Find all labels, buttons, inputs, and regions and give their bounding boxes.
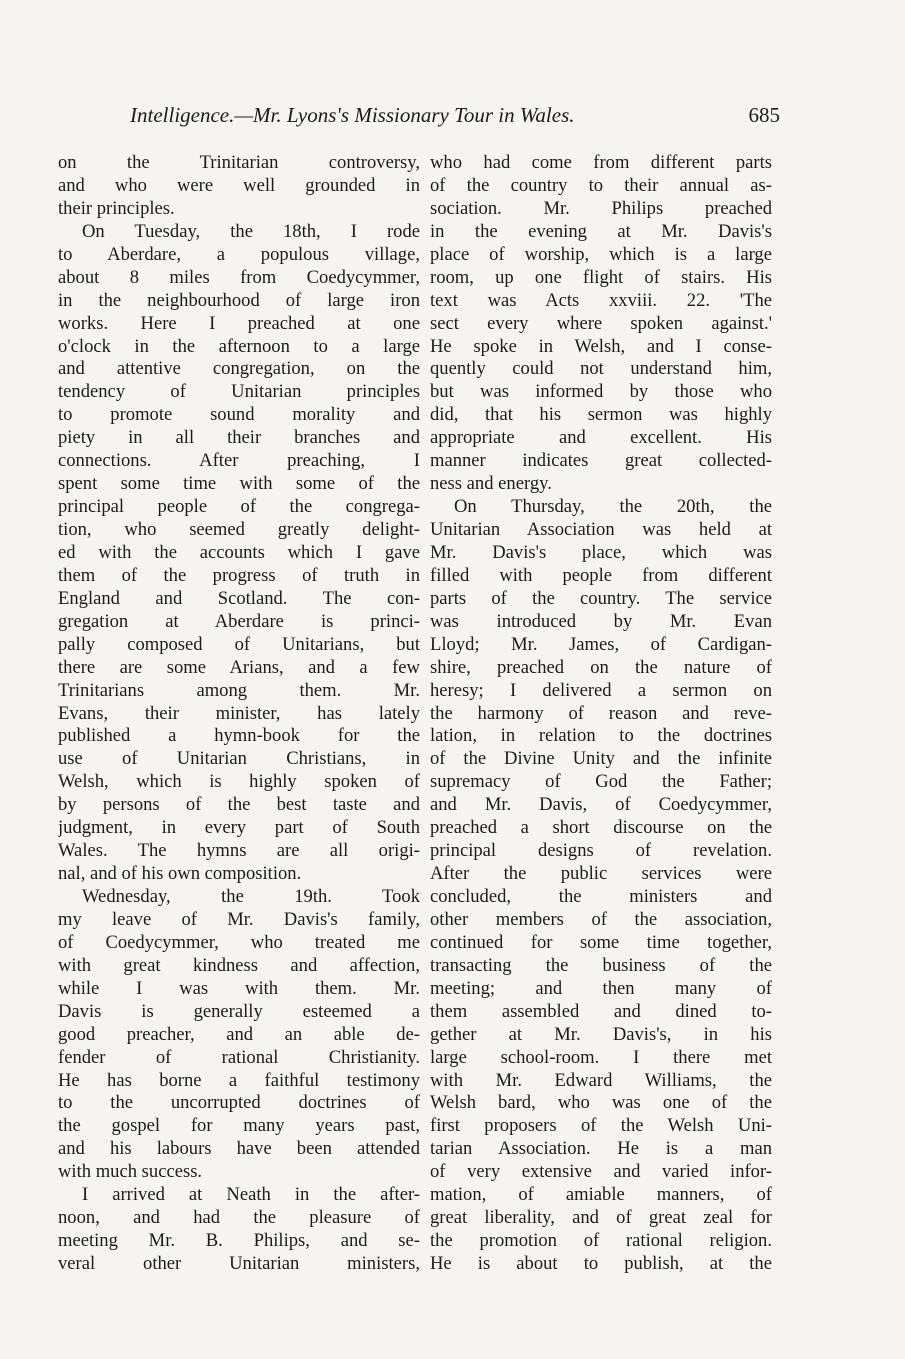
text-line: about 8 miles from Coedycymmer, bbox=[58, 266, 420, 288]
text-line: piety in all their branches and bbox=[58, 427, 420, 449]
text-line: works. Here I preached at one bbox=[58, 312, 420, 334]
text-line: them assembled and dined to- bbox=[430, 1000, 772, 1022]
text-line: in the evening at Mr. Davis's bbox=[430, 220, 772, 242]
text-line: judgment, in every part of South bbox=[58, 817, 420, 839]
text-line: sociation. Mr. Philips preached bbox=[430, 197, 772, 219]
text-line: Mr. Davis's place, which was bbox=[430, 541, 772, 563]
text-line: other members of the association, bbox=[430, 908, 772, 930]
text-line: I arrived at Neath in the after- bbox=[82, 1184, 420, 1206]
text-line: with much success. bbox=[58, 1161, 203, 1183]
text-line: the promotion of rational religion. bbox=[430, 1230, 772, 1252]
text-line: nal, and of his own composition. bbox=[58, 863, 302, 885]
text-line: and attentive congregation, on the bbox=[58, 358, 420, 380]
text-line: with great kindness and affection, bbox=[58, 954, 420, 976]
text-line: ed with the accounts which I gave bbox=[58, 541, 420, 563]
text-line: was introduced by Mr. Evan bbox=[430, 610, 772, 632]
text-line: text was Acts xxviii. 22. 'The bbox=[430, 289, 772, 311]
text-line: parts of the country. The service bbox=[430, 587, 772, 609]
text-line: fender of rational Christianity. bbox=[58, 1046, 420, 1068]
text-line: of the country to their annual as- bbox=[430, 174, 772, 196]
text-line: pally composed of Unitarians, but bbox=[58, 633, 420, 655]
running-header bbox=[80, 97, 780, 133]
text-line: to Aberdare, a populous village, bbox=[58, 243, 420, 265]
text-line: shire, preached on the nature of bbox=[430, 656, 772, 678]
text-line: veral other Unitarian ministers, bbox=[58, 1253, 420, 1274]
text-line: heresy; I delivered a sermon on bbox=[430, 679, 772, 701]
text-line: first proposers of the Welsh Uni- bbox=[430, 1115, 772, 1137]
text-line: England and Scotland. The con- bbox=[58, 587, 420, 609]
text-line: principal people of the congrega- bbox=[58, 496, 420, 518]
text-line: principal designs of revelation. bbox=[430, 840, 772, 862]
text-line: o'clock in the afternoon to a large bbox=[58, 335, 420, 357]
text-line: great liberality, and of great zeal for bbox=[430, 1207, 772, 1229]
text-line: of the Divine Unity and the infinite bbox=[430, 748, 772, 770]
text-line: Evans, their minister, has lately bbox=[58, 702, 420, 724]
text-line: sect every where spoken against.' bbox=[430, 312, 772, 334]
text-line: but was informed by those who bbox=[430, 381, 772, 403]
text-line: Welsh bard, who was one of the bbox=[430, 1092, 772, 1114]
text-line: tarian Association. He is a man bbox=[430, 1138, 772, 1160]
text-line: place of worship, which is a large bbox=[430, 243, 772, 265]
text-line: After the public services were bbox=[430, 863, 772, 885]
text-line: by persons of the best taste and bbox=[58, 794, 420, 816]
text-line: mation, of amiable manners, of bbox=[430, 1184, 772, 1206]
text-line: the harmony of reason and reve- bbox=[430, 702, 772, 724]
text-line: Lloyd; Mr. James, of Cardigan- bbox=[430, 633, 772, 655]
text-line: gregation at Aberdare is princi- bbox=[58, 610, 420, 632]
text-line: meeting; and then many of bbox=[430, 977, 772, 999]
text-line: noon, and had the pleasure of bbox=[58, 1207, 420, 1229]
text-line: On Tuesday, the 18th, I rode bbox=[82, 220, 420, 242]
text-line: tion, who seemed greatly delight- bbox=[58, 519, 420, 540]
text-line: meeting Mr. B. Philips, and se- bbox=[58, 1230, 420, 1252]
text-line: with Mr. Edward Williams, the bbox=[430, 1069, 772, 1091]
text-line: did, that his sermon was highly bbox=[430, 404, 772, 426]
text-line: room, up one flight of stairs. His bbox=[430, 266, 772, 288]
text-line: transacting the business of the bbox=[430, 954, 772, 976]
text-line: published a hymn-book for the bbox=[58, 725, 420, 747]
text-column-right bbox=[430, 152, 772, 1276]
text-line: lation, in relation to the doctrines bbox=[430, 725, 772, 747]
text-line: quently could not understand him, bbox=[430, 358, 772, 380]
text-line: good preacher, and an able de- bbox=[58, 1023, 420, 1045]
text-line: and Mr. Davis, of Coedycymmer, bbox=[430, 794, 772, 816]
text-line: in the neighbourhood of large iron bbox=[58, 289, 420, 311]
text-line: large school-room. I there met bbox=[430, 1046, 772, 1068]
text-line: concluded, the ministers and bbox=[430, 886, 772, 907]
text-line: the gospel for many years past, bbox=[58, 1115, 420, 1137]
text-line: on the Trinitarian controversy, bbox=[58, 152, 420, 173]
text-line: my leave of Mr. Davis's family, bbox=[58, 908, 420, 930]
text-line: manner indicates great collected- bbox=[430, 450, 772, 472]
text-line: preached a short discourse on the bbox=[430, 817, 772, 839]
text-line: He is about to publish, at the bbox=[430, 1253, 772, 1274]
text-line: their principles. bbox=[58, 197, 175, 219]
text-line: them of the progress of truth in bbox=[58, 564, 420, 586]
text-line: of very extensive and varied infor- bbox=[430, 1161, 772, 1183]
text-column-left bbox=[58, 152, 420, 1276]
text-line: Wednesday, the 19th. Took bbox=[82, 886, 420, 907]
text-line: supremacy of God the Father; bbox=[430, 771, 772, 793]
text-line: and who were well grounded in bbox=[58, 174, 420, 196]
text-line: connections. After preaching, I bbox=[58, 450, 420, 472]
text-line: spent some time with some of the bbox=[58, 473, 420, 495]
text-line: gether at Mr. Davis's, in his bbox=[430, 1023, 772, 1045]
text-line: He has borne a faithful testimony bbox=[58, 1069, 420, 1091]
text-line: and his labours have been attended bbox=[58, 1138, 420, 1160]
text-line: appropriate and excellent. His bbox=[430, 427, 772, 449]
text-line: there are some Arians, and a few bbox=[58, 656, 420, 678]
text-line: while I was with them. Mr. bbox=[58, 977, 420, 999]
text-line: Unitarian Association was held at bbox=[430, 519, 772, 540]
text-line: filled with people from different bbox=[430, 564, 772, 586]
text-line: Wales. The hymns are all origi- bbox=[58, 840, 420, 862]
text-line: of Coedycymmer, who treated me bbox=[58, 931, 420, 953]
page-number: 685 bbox=[748, 103, 780, 127]
text-line: use of Unitarian Christians, in bbox=[58, 748, 420, 770]
text-line: Trinitarians among them. Mr. bbox=[58, 679, 420, 701]
running-title: Intelligence.—Mr. Lyons's Missionary Tour in Wales. bbox=[130, 103, 575, 127]
text-line: to promote sound morality and bbox=[58, 404, 420, 426]
text-line: Welsh, which is highly spoken of bbox=[58, 771, 420, 793]
text-line: tendency of Unitarian principles bbox=[58, 381, 420, 403]
text-line: ness and energy. bbox=[430, 473, 552, 495]
text-line: to the uncorrupted doctrines of bbox=[58, 1092, 420, 1114]
text-line: Davis is generally esteemed a bbox=[58, 1000, 420, 1022]
text-line: He spoke in Welsh, and I conse- bbox=[430, 335, 772, 357]
text-line: who had come from different parts bbox=[430, 152, 772, 173]
text-line: continued for some time together, bbox=[430, 931, 772, 953]
text-line: On Thursday, the 20th, the bbox=[454, 496, 772, 518]
